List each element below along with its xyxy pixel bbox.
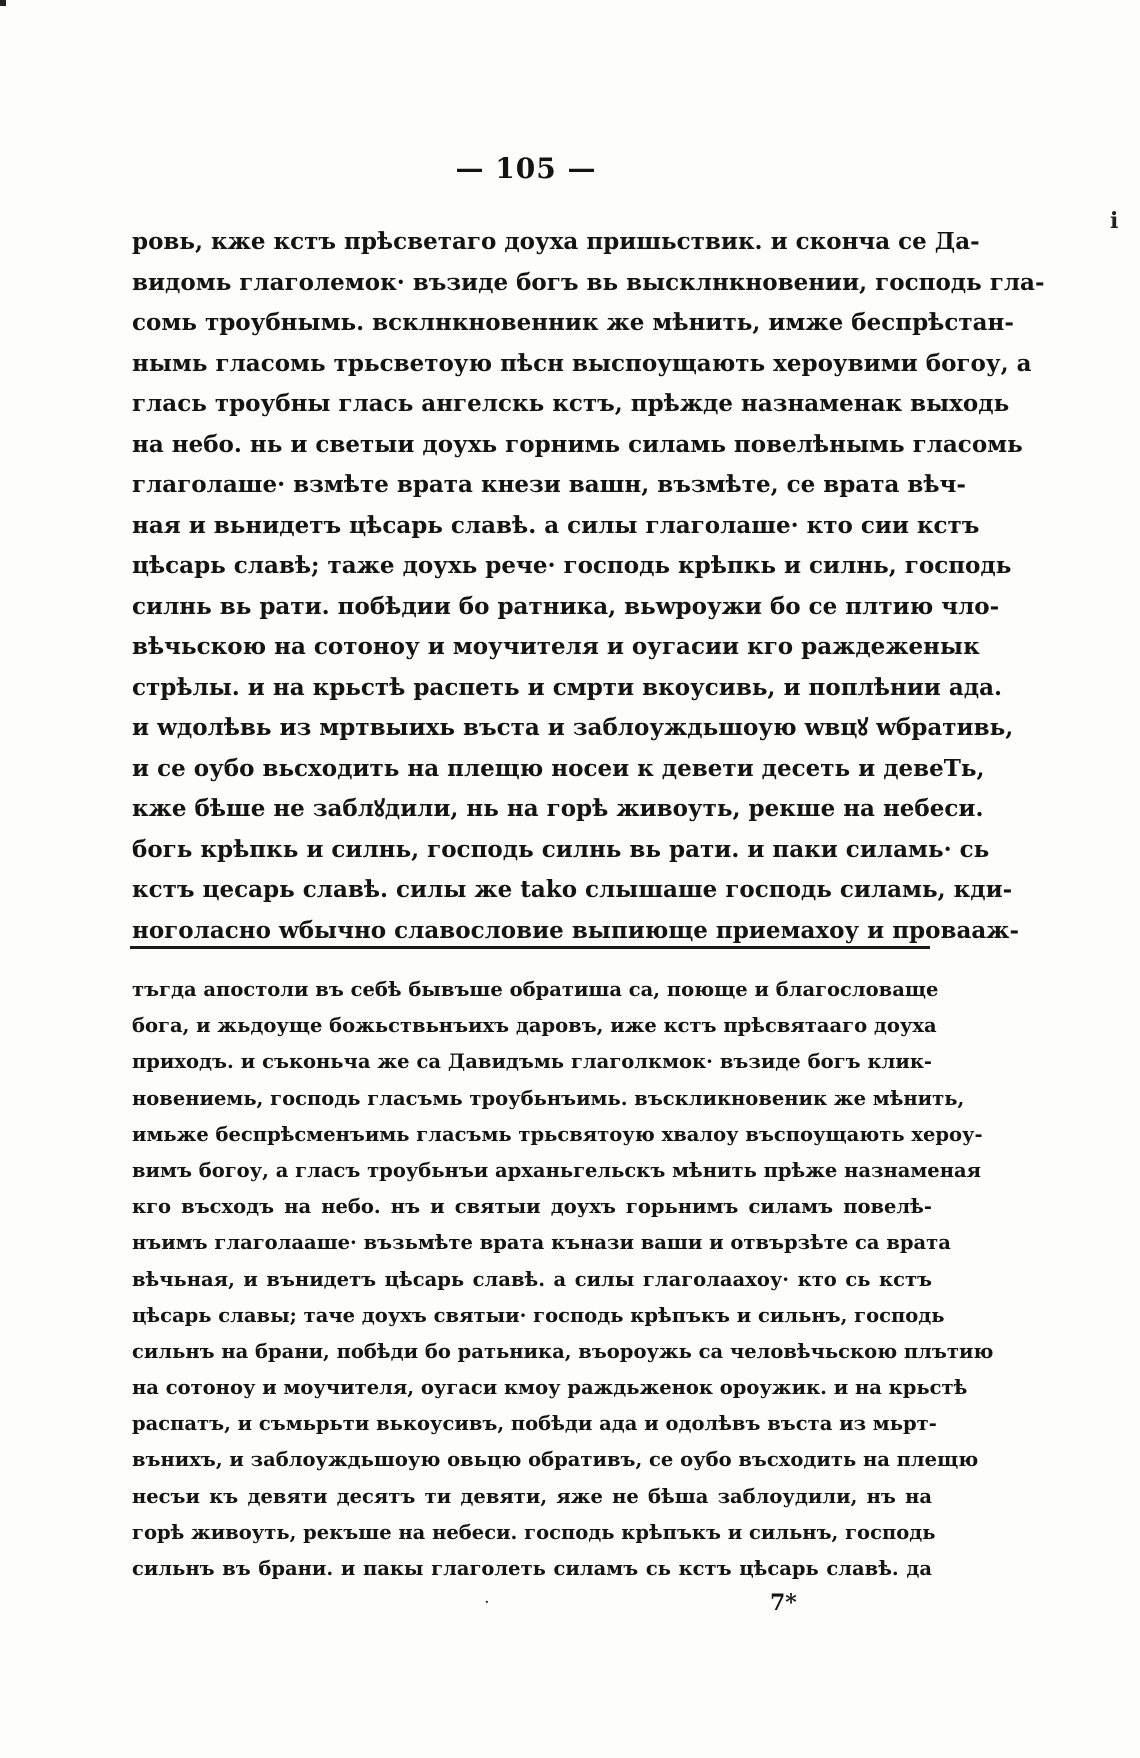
main-text-line: на небо. нь и светыи доухь горнимь силамь повелѣнымь гласомь <box>132 430 1023 458</box>
page-number: — 105 — <box>455 152 597 185</box>
footnote-line: вѣчьная, и вънидетъ цѣсарь славѣ. а силы глаголаахоу· кто сь кстъ <box>132 1267 932 1291</box>
footnote-line: нъимъ глаголааше· възьмѣте врата кънази ваши и отвързѣте са врата <box>132 1231 951 1255</box>
main-text-line: и wдолѣвь из мртвыихь въста и заблоуждьшоую wвцꙋ wбративь, <box>132 714 1014 741</box>
footnote-line: приходъ. и съконьча же са Давидъмь глаголкмок· възиде богъ клик- <box>132 1050 932 1074</box>
footnote-line: горѣ живоуть, рекъше на небеси. господь крѣпъкъ и сильнъ, господь <box>132 1520 936 1544</box>
main-text-line: сомь троубнымь. всклнкновенник же мѣнить, имже беспрѣстан- <box>132 309 1014 336</box>
main-text-line: кстъ цесарь славѣ. силы же tako слышаше господь силамь, кди- <box>132 876 1013 903</box>
main-text-line: силнь вь рати. побѣдии бо ратника, вьwроужи бо се плтию чло- <box>132 592 1000 620</box>
footnote-line: кго въсходъ на небо. нъ и святыи доухъ горьнимъ силамъ повелѣ- <box>132 1195 932 1219</box>
footnote-divider <box>130 946 930 949</box>
main-text-line: нымь гласомь трьсветоую пѣсн выспоущають хероувими богоу, а <box>132 349 1032 377</box>
stray-ink-mark: ⅰ <box>1110 208 1119 234</box>
footnote-line: сильнъ на брани, побѣди бо ратьника, въороужь са человѣчьскою плътию <box>132 1339 994 1363</box>
footnote-line: на сотоноу и моучителя, оугаси кмоу раждьженок ороужик. и на крьстѣ <box>132 1376 968 1400</box>
printer-signature-mark: 7* <box>770 1590 797 1616</box>
main-text-line: видомь глаголемок· възиде богъ вь высклнкновении, господь гла- <box>132 268 1045 296</box>
footnote-line: вимъ богоу, а гласъ троубьнъи арханьгельскъ мѣнить прѣже назнаменая <box>132 1158 982 1182</box>
main-text-line: глаголаше· взмѣте врата кнези вашн, възмѣте, се врата вѣч- <box>132 471 966 498</box>
main-text-line: ровь, кже кстъ прѣсветаго доуха пришьствик. и сконча се Да- <box>132 228 980 255</box>
main-text-line: глась троубны глась ангелскь кстъ, прѣжде назнаменак выходь <box>132 390 1010 417</box>
main-text-line: вѣчьскою на сотоноу и моучителя и оугасии кго раждеженык <box>132 633 980 660</box>
main-text-line: ноголасно wбычно славословие выпиюще приемахоу и провааж- <box>132 916 1020 944</box>
footnote-line: сильнъ въ брани. и пакы глаголеть силамъ сь кстъ цѣсарь славѣ. да <box>132 1557 932 1580</box>
footnote-line: цѣсарь славы; таче доухъ святыи· господь крѣпъкъ и сильнъ, господь <box>132 1303 945 1327</box>
footnote-line: вънихъ, и заблоуждьшоую овьцю обративъ, се оубо въсходить на плещю <box>132 1448 979 1472</box>
main-text-line: кже бѣше не заблꙋдили, нь на горѣ живоуть, рекше на небеси. <box>132 795 984 822</box>
scan-corner-mark <box>0 0 6 6</box>
stray-dot-mark: · <box>484 1592 490 1613</box>
footnote-block <box>132 972 994 1587</box>
footnote-line: распатъ, и съмьрьти вькоусивъ, побѣди ада и одолѣвъ въста из мьрт- <box>132 1412 937 1436</box>
footnote-line: тъгда апостоли въ себѣ бывъше обратиша са, поюще и благословаще <box>132 978 939 1001</box>
footnote-line: имьже беспрѣсменъимь гласъмь трьсвятоую хвалоу въспоущають хероу- <box>132 1122 983 1146</box>
footnote-line: новениемь, господь гласъмь троубьнъимь. въскликновеник же мѣнить, <box>132 1086 965 1110</box>
footnote-line: бога, и жьдоуще божьствьнъихъ даровъ, иже кстъ прѣсвятааго доуха <box>132 1014 937 1038</box>
main-text-line: и се оубо вьсходить на плещю носеи к девети десеть и девеТь, <box>132 754 985 782</box>
main-text-line: ная и вьнидетъ цѣсарь славѣ. а силы глаголаше· кто сии кстъ <box>132 511 980 539</box>
main-text-line: цѣсарь славѣ; таже доухь рече· господь крѣпкь и силнь, господь <box>132 552 1012 579</box>
main-text-line: богь крѣпкь и силнь, господь силнь вь рати. и паки силамь· сь <box>132 835 990 863</box>
main-text-block <box>132 222 1045 951</box>
footnote-line: несъи къ девяти десятъ ти девяти, яже не бѣша заблоудили, нъ на <box>132 1484 932 1508</box>
main-text-line: стрѣлы. и на крьстѣ распеть и смрти вкоусивь, и поплѣнии ада. <box>132 673 1003 701</box>
